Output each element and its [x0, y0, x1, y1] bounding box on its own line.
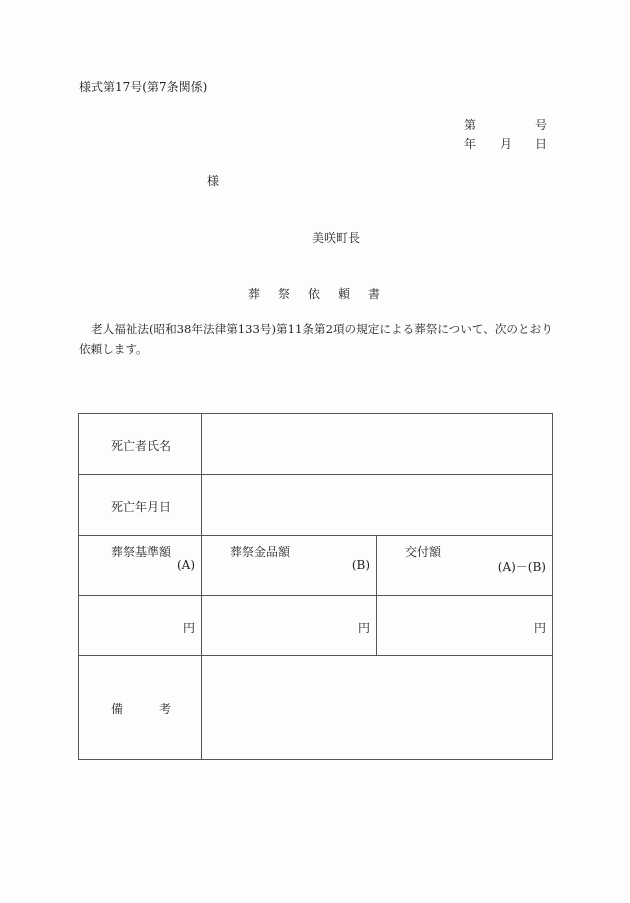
ref-no-suffix: 号: [535, 118, 548, 132]
body-text-line1: 老人福祉法(昭和38年法律第133号)第11条第2項の規定による葬祭について、次のとおり: [91, 322, 553, 336]
remarks-field[interactable]: [202, 656, 553, 760]
grant-amount-field[interactable]: [377, 596, 553, 656]
goods-amount-header-cell: [202, 536, 377, 596]
title-char: 祭: [278, 287, 291, 301]
death-date-field[interactable]: [202, 475, 553, 536]
addressee-suffix: 様: [207, 174, 220, 188]
goods-amount-label: 葬祭金品額: [230, 545, 291, 559]
death-date-label-cell: [79, 475, 202, 536]
grant-amount-code: (A)－(B): [497, 560, 546, 574]
standard-amount-header-cell: [79, 536, 202, 596]
title-char: 頼: [338, 287, 351, 301]
ref-no-prefix: 第: [464, 118, 477, 132]
grant-amount-label: 交付額: [405, 545, 442, 559]
date-year: 年: [464, 137, 477, 151]
title-char: 書: [368, 287, 381, 301]
yen-unit: 円: [357, 621, 370, 635]
request-form-table: [78, 413, 553, 760]
title-char: 依: [308, 287, 321, 301]
deceased-name-label: 死亡者氏名: [111, 439, 172, 453]
yen-unit: 円: [182, 621, 195, 635]
standard-amount-label: 葬祭基準額: [111, 545, 172, 559]
standard-amount-field[interactable]: [79, 596, 202, 656]
goods-amount-field[interactable]: [202, 596, 377, 656]
remarks-label-1: 備: [111, 702, 124, 716]
date-month: 月: [500, 137, 513, 151]
title-char: 葬: [248, 287, 261, 301]
form-number: 様式第17号(第7条関係): [79, 80, 208, 94]
standard-amount-code: (A): [176, 558, 195, 572]
deceased-name-field[interactable]: [202, 414, 553, 475]
remarks-label-cell: [79, 656, 202, 760]
yen-unit: 円: [533, 621, 546, 635]
remarks-label-2: 考: [159, 702, 172, 716]
grant-amount-header-cell: [377, 536, 553, 596]
deceased-name-label-cell: [79, 414, 202, 475]
death-date-label: 死亡年月日: [111, 500, 172, 514]
goods-amount-code: (B): [351, 558, 370, 572]
body-text-line2: 依頼します。: [79, 342, 148, 356]
date-day: 日: [535, 137, 548, 151]
issuer: 美咲町長: [312, 231, 361, 245]
